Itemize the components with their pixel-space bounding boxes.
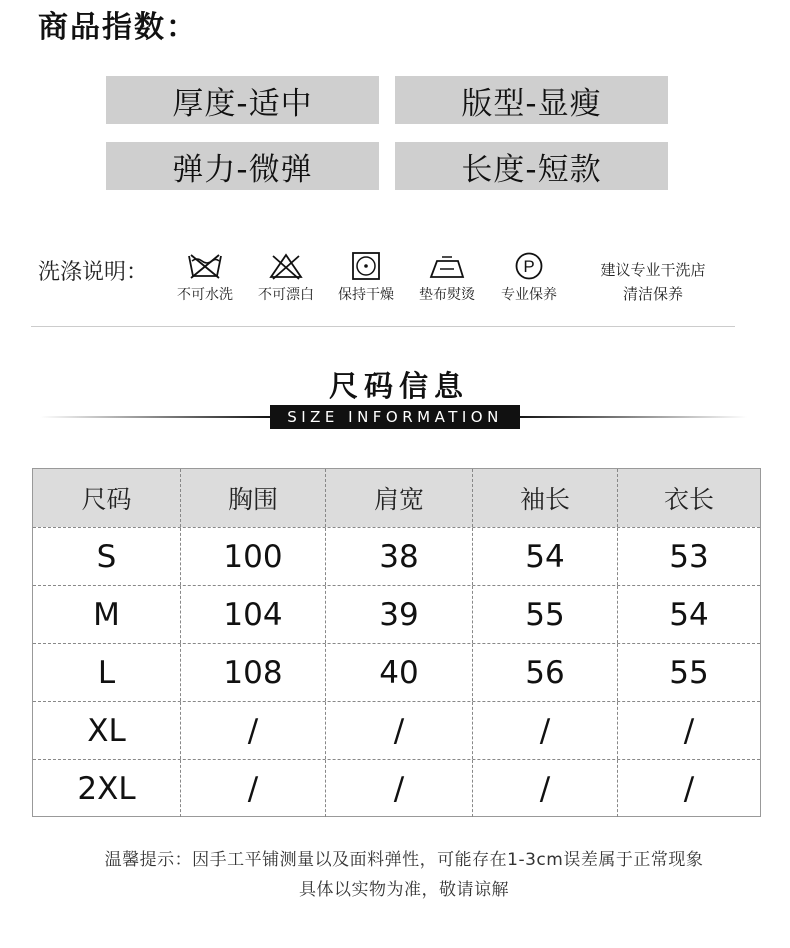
table-cell: / bbox=[683, 770, 695, 807]
tumble-dry-icon bbox=[347, 252, 385, 280]
measurement-note: 温馨提示：因手工平铺测量以及面料弹性，可能存在1-3cm误差属于正常现象 bbox=[104, 850, 704, 870]
table-cell: / bbox=[473, 702, 618, 759]
dry-clean-note-line1: 建议专业干洗店 bbox=[600, 261, 706, 279]
table-cell: 39 bbox=[326, 586, 473, 643]
table-cell: / bbox=[683, 712, 695, 749]
table-cell: 104 bbox=[181, 586, 326, 643]
table-row bbox=[33, 643, 760, 701]
washing-label: 洗涤说明： bbox=[38, 260, 149, 285]
table-cell: / bbox=[326, 760, 473, 817]
wash-item-no-bleach bbox=[246, 252, 326, 304]
table-cell: / bbox=[326, 702, 473, 759]
table-cell: L bbox=[33, 644, 181, 701]
table-cell: / bbox=[473, 760, 618, 817]
wash-caption: 不可水洗 bbox=[177, 287, 233, 303]
product-index-title: 商品指数： bbox=[38, 10, 198, 45]
table-cell: 40 bbox=[326, 644, 473, 701]
measurement-note-2: 具体以实物为准，敬请谅解 bbox=[299, 880, 509, 900]
table-cell: / bbox=[181, 702, 326, 759]
dry-clean-note-line2: 清洁保养 bbox=[622, 285, 683, 303]
table-row bbox=[33, 759, 760, 817]
table-cell: 108 bbox=[181, 644, 326, 701]
table-cell: M bbox=[33, 586, 181, 643]
index-length: 长度-短款 bbox=[395, 142, 668, 190]
wash-item-professional bbox=[489, 252, 569, 304]
table-cell: 53 bbox=[669, 538, 709, 575]
wash-item-iron bbox=[407, 252, 487, 304]
section-divider bbox=[31, 326, 735, 327]
wash-item-no-water bbox=[165, 252, 245, 304]
header-cell: 肩宽 bbox=[326, 469, 473, 527]
no-machine-wash-icon bbox=[186, 252, 224, 280]
table-cell: 54 bbox=[473, 528, 618, 585]
table-cell: 2XL bbox=[33, 760, 181, 817]
wash-caption: 不可漂白 bbox=[258, 287, 314, 303]
size-table bbox=[32, 468, 761, 817]
wash-caption: 垫布熨烫 bbox=[419, 287, 475, 303]
table-row bbox=[33, 701, 760, 759]
table-cell: 38 bbox=[326, 528, 473, 585]
table-cell: 54 bbox=[669, 596, 709, 633]
title-rule-right bbox=[517, 416, 747, 418]
table-cell: 100 bbox=[181, 528, 326, 585]
table-cell: S bbox=[33, 528, 181, 585]
table-header-row bbox=[33, 469, 760, 527]
table-cell: 55 bbox=[473, 586, 618, 643]
iron-with-cloth-icon bbox=[428, 252, 466, 280]
product-index-grid bbox=[106, 76, 668, 190]
title-rule-left bbox=[40, 416, 272, 418]
table-cell: 55 bbox=[669, 654, 709, 691]
header-cell: 衣长 bbox=[663, 485, 714, 514]
dry-clean-note bbox=[582, 258, 724, 306]
size-info-title: 尺码信息 bbox=[328, 369, 469, 403]
wash-caption: 专业保养 bbox=[501, 287, 557, 303]
header-cell: 胸围 bbox=[181, 469, 326, 527]
professional-p-glyph: P bbox=[523, 257, 535, 276]
table-row bbox=[33, 527, 760, 585]
table-cell: 56 bbox=[473, 644, 618, 701]
header-cell: 尺码 bbox=[33, 469, 181, 527]
index-fit: 版型-显瘦 bbox=[395, 76, 668, 124]
table-cell: XL bbox=[33, 702, 181, 759]
professional-dry-clean-icon bbox=[510, 252, 548, 280]
index-thickness: 厚度-适中 bbox=[106, 76, 379, 124]
index-elasticity: 弹力-微弹 bbox=[106, 142, 379, 190]
size-info-subtitle: SIZE INFORMATION bbox=[270, 405, 520, 429]
table-cell: / bbox=[181, 760, 326, 817]
header-cell: 袖长 bbox=[473, 469, 618, 527]
no-bleach-icon bbox=[267, 252, 305, 280]
wash-item-keep-dry bbox=[326, 252, 406, 304]
table-row bbox=[33, 585, 760, 643]
wash-caption: 保持干燥 bbox=[338, 287, 394, 303]
